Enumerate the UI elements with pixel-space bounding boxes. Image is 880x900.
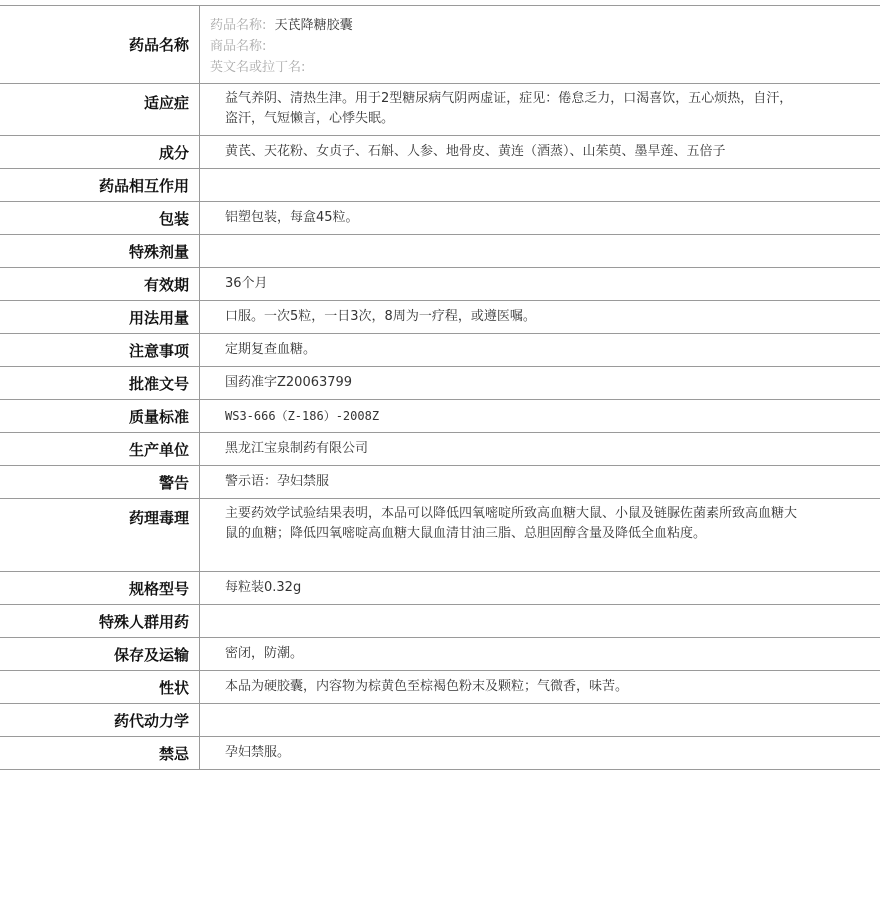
- row-warning: [0, 466, 880, 499]
- row-specification: [0, 572, 880, 605]
- row-quality-standard: [0, 400, 880, 433]
- usage-dosage-label: 用法用量: [0, 301, 200, 333]
- specification-label: 规格型号: [0, 572, 200, 604]
- quality-standard-label: 质量标准: [0, 400, 200, 432]
- description-value: 本品为硬胶囊，内容物为棕黄色至棕褐色粉末及颗粒；气微香，味苦。: [225, 679, 629, 694]
- shelf-life-value: 36个月: [225, 276, 268, 291]
- drug-name-row: [0, 6, 880, 84]
- row-packaging: [0, 202, 880, 235]
- row-manufacturer: [0, 433, 880, 466]
- trade-name-key: 商品名称:: [210, 39, 267, 54]
- shelf-life-label: 有效期: [0, 268, 200, 300]
- precautions-label: 注意事项: [0, 334, 200, 366]
- packaging-label: 包装: [0, 202, 200, 234]
- row-usage-dosage: [0, 301, 880, 334]
- drug-name-details: [200, 6, 353, 83]
- quality-standard-value: WS3-666（Z-186）-2008Z: [225, 409, 380, 423]
- approval-number-label: 批准文号: [0, 367, 200, 399]
- ingredients-label: 成分: [0, 136, 200, 168]
- pharmacokinetics-label: 药代动力学: [0, 704, 200, 736]
- row-contraindications: [0, 737, 880, 770]
- warning-label: 警告: [0, 466, 200, 498]
- row-approval-number: [0, 367, 880, 400]
- row-storage-transport: [0, 638, 880, 671]
- row-ingredients: [0, 136, 880, 169]
- row-indications: [0, 84, 880, 136]
- approval-number-value: 国药准字Z20063799: [225, 375, 353, 390]
- indications-value: 益气养阴、清热生津。用于2型糖尿病气阴两虚证，症见：倦怠乏力，口渴喜饮，五心烦热，自汗，盗汗，气短懒言，心悸失眠。: [225, 91, 793, 126]
- row-precautions: [0, 334, 880, 367]
- generic-name-key: 药品名称:: [210, 18, 267, 33]
- english-name-line: [210, 57, 353, 78]
- usage-dosage-value: 口服。一次5粒，一日3次，8周为一疗程，或遵医嘱。: [225, 309, 536, 324]
- description-label: 性状: [0, 671, 200, 703]
- row-description: [0, 671, 880, 704]
- specification-value: 每粒装0.32g: [225, 580, 302, 595]
- special-dosage-value: [200, 235, 880, 267]
- interactions-label: 药品相互作用: [0, 169, 200, 201]
- pharmacology-toxicology-label: 药理毒理: [0, 499, 200, 571]
- storage-transport-label: 保存及运输: [0, 638, 200, 670]
- manufacturer-label: 生产单位: [0, 433, 200, 465]
- pharmacokinetics-value: [200, 704, 880, 736]
- row-special-dosage: [0, 235, 880, 268]
- drug-name-label: 药品名称: [0, 6, 200, 83]
- pharmacology-toxicology-value: 主要药效学试验结果表明，本品可以降低四氧嘧啶所致高血糖大鼠、小鼠及链脲佐菌素所致高血糖大鼠的血糖；降低四氧嘧啶高血糖大鼠血清甘油三脂、总胆固醇含量及降低全血粘度。: [225, 506, 798, 541]
- warning-value: 警示语：孕妇禁服: [225, 474, 330, 489]
- row-interactions: [0, 169, 880, 202]
- drug-info-table: [0, 5, 880, 770]
- row-pharmacokinetics: [0, 704, 880, 737]
- packaging-value: 铝塑包装，每盒45粒。: [225, 210, 359, 225]
- row-special-populations: [0, 605, 880, 638]
- contraindications-label: 禁忌: [0, 737, 200, 769]
- generic-name-value: 天芪降糖胶囊: [274, 18, 353, 33]
- manufacturer-value: 黑龙江宝泉制药有限公司: [225, 441, 369, 456]
- storage-transport-value: 密闭，防潮。: [225, 646, 304, 661]
- row-shelf-life: [0, 268, 880, 301]
- row-pharmacology-toxicology: [0, 499, 880, 572]
- indications-label: 适应症: [0, 84, 200, 135]
- interactions-value: [200, 169, 880, 201]
- generic-name-line: [210, 15, 353, 36]
- special-populations-value: [200, 605, 880, 637]
- contraindications-value: 孕妇禁服。: [225, 745, 291, 760]
- precautions-value: 定期复查血糖。: [225, 342, 317, 357]
- english-name-key: 英文名或拉丁名:: [210, 60, 306, 75]
- ingredients-value: 黄芪、天花粉、女贞子、石斛、人参、地骨皮、黄连（酒蒸）、山茱萸、墨旱莲、五倍子: [225, 144, 726, 159]
- trade-name-line: [210, 36, 353, 57]
- special-populations-label: 特殊人群用药: [0, 605, 200, 637]
- special-dosage-label: 特殊剂量: [0, 235, 200, 267]
